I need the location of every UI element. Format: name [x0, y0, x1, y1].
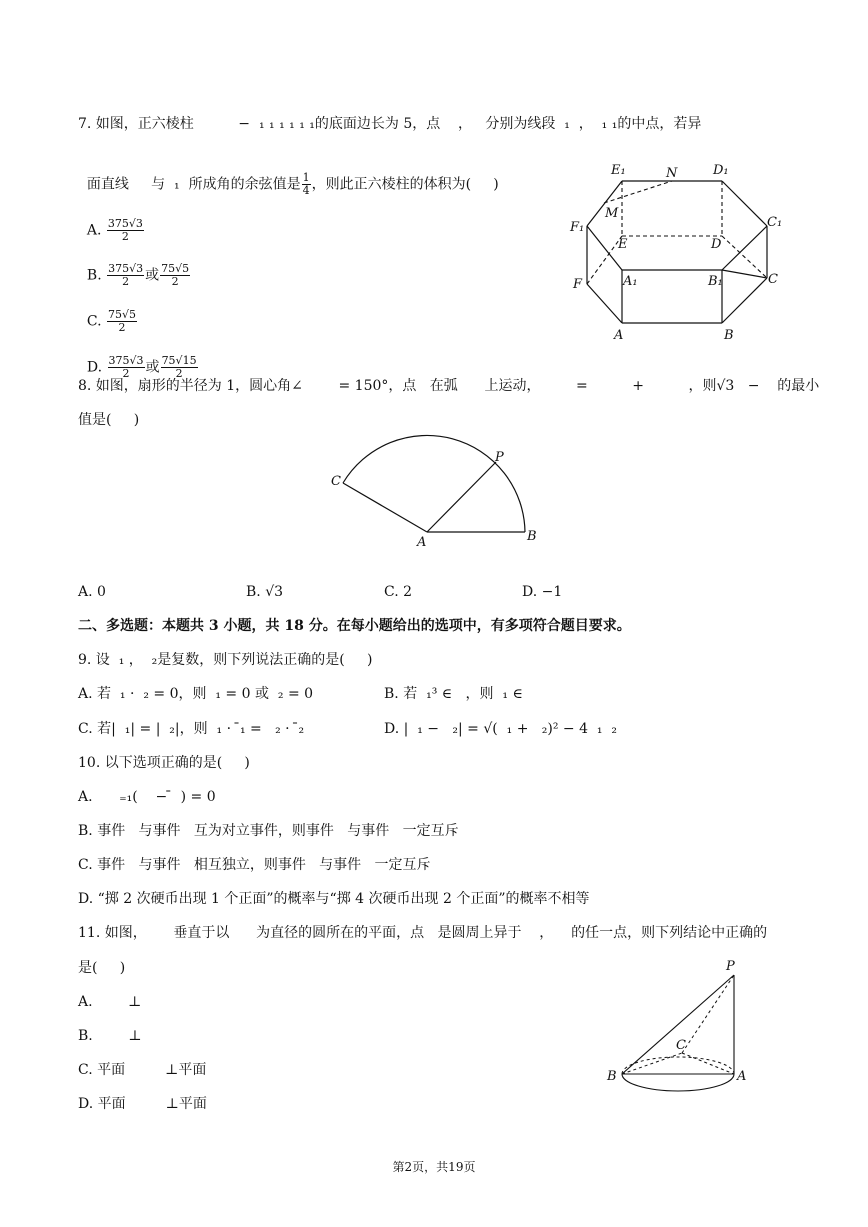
label-C1: C₁ [767, 215, 783, 230]
q7-cos-fraction: $\frac{1}{4}$ [302, 171, 310, 197]
q7-option-d: D. $\frac{375√3}{2}$ 或 $\frac{75√15}{2}$ [86, 354, 197, 380]
sector-label-B: B [527, 529, 537, 544]
q7-option-b: B. $\frac{375√3}{2}$ 或 $\frac{75√5}{2}$ [86, 262, 190, 288]
q10-option-b: B. 事件 与事件 互为对立事件，则事件 与事件 一定互斥 [78, 823, 459, 839]
section-heading: 二、多选题：本题共 3 小题，共 18 分。在每小题给出的选项中，有多项符合题目要求。 [78, 618, 631, 634]
q7-stem-line2-post: ，则此正六棱柱的体积为( ) [311, 176, 499, 193]
label-M: M [605, 206, 619, 221]
q10-stem: 10. 以下选项正确的是( ) [78, 755, 250, 771]
q7-option-a: A. $\frac{375√3}{2}$ [86, 217, 143, 243]
label-N: N [666, 166, 678, 181]
cone-label-B: B [607, 1069, 617, 1084]
q8-stem-line1: 8. 如图，扇形的半径为 1，圆心角∠ = 150°，点 在弧 上运动， = + ，则√3 − 的最小 [78, 378, 820, 394]
cone-label-A: A [737, 1069, 747, 1084]
q8-option-d: D. −1 [522, 584, 563, 600]
label-D1: D₁ [713, 163, 729, 178]
q9-stem: 9. 设 ₁ ， ₂是复数，则下列说法正确的是( ) [78, 652, 373, 668]
cone-label-C: C [676, 1038, 686, 1053]
q11-option-b: B. ⊥ [78, 1028, 142, 1044]
q11-option-a: A. ⊥ [78, 994, 142, 1010]
label-B1: B₁ [708, 274, 723, 289]
q9-option-a: A. 若 ₁ · ₂ = 0，则 ₁ = 0 或 ₂ = 0 [78, 686, 314, 702]
sector-label-P: P [495, 450, 504, 465]
label-F1: F₁ [570, 220, 585, 235]
q11-option-c: C. 平面 ⊥平面 [78, 1062, 207, 1078]
q11-stem-line1: 11. 如图， 垂直于以 为直径的圆所在的平面，点 是圆周上异于 ， 的任一点，则下列结论中正确的 [78, 925, 768, 941]
q8-option-c: C. 2 [384, 584, 413, 600]
q10-option-d: D. “掷 2 次硬币出现 1 个正面”的概率与“掷 4 次硬币出现 2 个正面”的概率不相等 [78, 891, 590, 907]
q10-option-a: A. ₌₁( − ̄ ) = 0 [78, 789, 216, 805]
label-C: C [768, 272, 778, 287]
q11-option-d: D. 平面 ⊥平面 [78, 1096, 207, 1112]
page-footer: 第2页，共19页 [392, 1160, 476, 1174]
q9-option-c: C. 若| ₁| = | ₂|，则 ₁ · ̄₁ = ₂ · ̄₂ [78, 721, 305, 737]
label-E1: E₁ [611, 163, 626, 178]
sector-label-A: A [417, 535, 427, 550]
q10-option-c: C. 事件 与事件 相互独立，则事件 与事件 一定互斥 [78, 857, 431, 873]
q7-option-c: C. $\frac{75√5}{2}$ [86, 308, 137, 334]
q8-option-a: A. 0 [78, 584, 106, 600]
label-B: B [724, 328, 734, 343]
cone-label-P: P [726, 959, 735, 974]
q11-stem-line2: 是( ) [78, 960, 126, 976]
label-A1: A₁ [623, 274, 638, 289]
q9-option-b: B. 若 ₁³ ∈ ，则 ₁ ∈ [384, 686, 523, 702]
q7-stem-line2-pre: 面直线 与 ₁ 所成角的余弦值是 [86, 176, 301, 193]
label-D: D [711, 237, 722, 252]
q7-stem-line1: 7. 如图，正六棱柱 − ₁ ₁ ₁ ₁ ₁ ₁的底面边长为 5，点 ， 分别为线段 ₁ ， ₁ ₁的中点，若异 [78, 116, 702, 132]
q8-stem-line2: 值是( ) [78, 412, 140, 428]
label-E: E [618, 237, 628, 252]
q9-option-d: D. | ₁ − ₂| = √( ₁ + ₂)² − 4 ₁ ₂ [384, 721, 618, 737]
sector-label-C: C [331, 474, 341, 489]
label-F: F [573, 277, 583, 292]
label-A: A [614, 328, 624, 343]
q8-option-b: B. √3 [246, 584, 284, 600]
